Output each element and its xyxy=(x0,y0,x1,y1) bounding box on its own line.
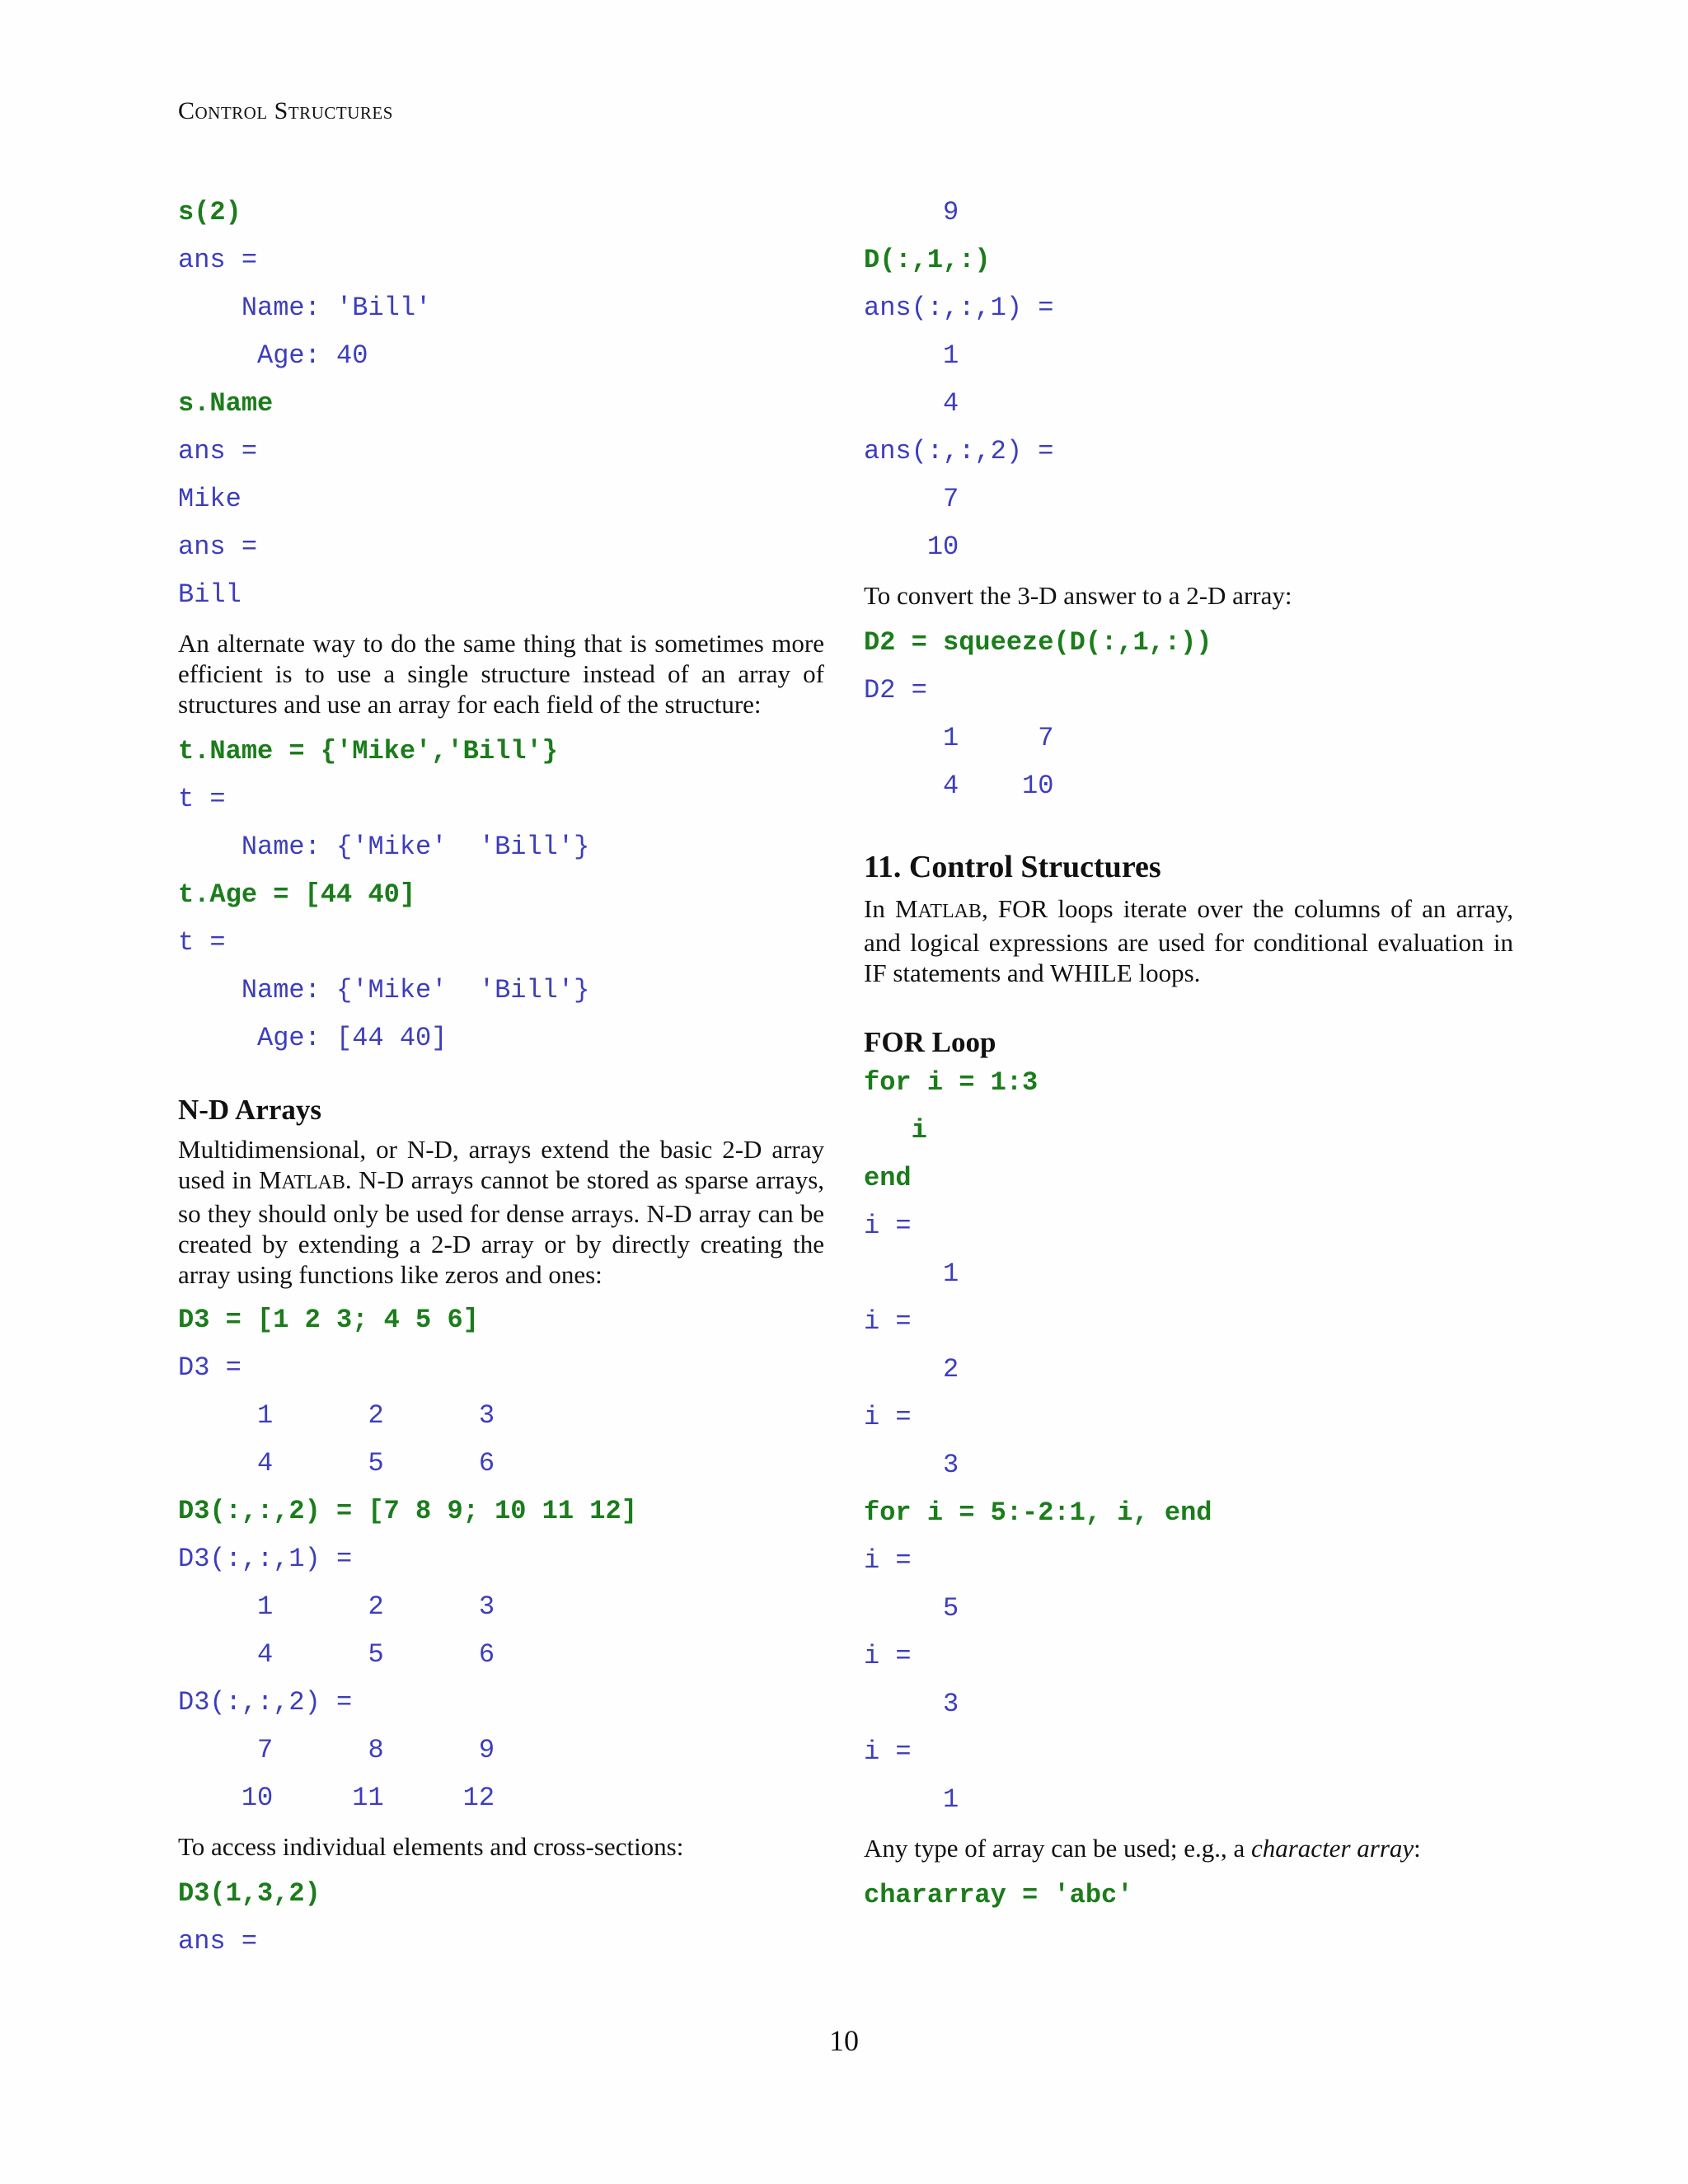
code-output: 9 xyxy=(864,197,959,227)
code-command: s.Name xyxy=(178,388,274,419)
code-output: 3 xyxy=(864,1450,959,1480)
code-output: ans(:,:,2) = xyxy=(864,436,1054,466)
code-output: 4 xyxy=(864,388,959,419)
code-output: 7 xyxy=(864,484,959,514)
code-output: i = xyxy=(864,1641,912,1671)
paragraph-control-structures: In MATLAB, FOR loops iterate over the columns of an array, and logical expressions are used for conditional evaluation in IF statements and WHILE loops. xyxy=(864,894,1513,987)
code-output: i = xyxy=(864,1736,912,1767)
code-output: Bill xyxy=(178,579,241,610)
code-output: Name: {'Mike' 'Bill'} xyxy=(178,832,590,862)
code-output: 7 8 9 xyxy=(178,1735,495,1765)
code-command: i xyxy=(864,1115,927,1146)
code-output: ans = xyxy=(178,532,258,562)
code-output: ans(:,:,1) = xyxy=(864,293,1054,323)
code-command: s(2) xyxy=(178,197,241,227)
code-output: Name: {'Mike' 'Bill'} xyxy=(178,975,590,1005)
code-output: t = xyxy=(178,927,226,958)
code-output: 1 2 3 xyxy=(178,1591,495,1622)
code-output: 2 xyxy=(864,1354,959,1385)
code-output: 1 xyxy=(864,340,959,371)
code-output: i = xyxy=(864,1211,912,1241)
code-output: D2 = xyxy=(864,675,927,705)
code-output: ans = xyxy=(178,245,258,275)
paragraph-convert-3d: To convert the 3-D answer to a 2-D array: xyxy=(864,581,1292,610)
code-output: ans = xyxy=(178,1926,258,1957)
code-output: 1 2 3 xyxy=(178,1400,495,1431)
code-command: D3(:,:,2) = [7 8 9; 10 11 12] xyxy=(178,1496,637,1526)
paragraph-any-type: Any type of array can be used; e.g., a character array: xyxy=(864,1834,1421,1863)
code-output: 4 5 6 xyxy=(178,1639,495,1670)
code-command: t.Age = [44 40] xyxy=(178,879,416,910)
code-output: 10 11 12 xyxy=(178,1783,495,1813)
code-command: D3 = [1 2 3; 4 5 6] xyxy=(178,1305,479,1335)
code-output: 3 xyxy=(864,1689,959,1719)
running-header: Control Structures xyxy=(178,97,393,124)
code-command: end xyxy=(864,1163,912,1193)
code-command: for i = 5:-2:1, i, end xyxy=(864,1497,1212,1528)
code-output: 10 xyxy=(864,532,959,562)
section-heading-nd-arrays: N-D Arrays xyxy=(178,1094,321,1126)
code-output: Mike xyxy=(178,484,241,514)
code-output: 1 xyxy=(864,1258,959,1289)
code-command: D3(1,3,2) xyxy=(178,1878,321,1909)
code-output: i = xyxy=(864,1402,912,1432)
code-output: i = xyxy=(864,1306,912,1337)
code-command: chararray = 'abc' xyxy=(864,1880,1133,1910)
code-command: D(:,1,:) xyxy=(864,245,991,275)
code-output: ans = xyxy=(178,436,258,466)
code-output: 4 10 xyxy=(864,771,1054,801)
code-output: t = xyxy=(178,784,226,814)
code-output: D3 = xyxy=(178,1352,241,1383)
code-output: 5 xyxy=(864,1593,959,1624)
paragraph-access-elements: To access individual elements and cross-sections: xyxy=(178,1832,684,1861)
code-command: D2 = squeeze(D(:,1,:)) xyxy=(864,627,1212,658)
code-output: Name: 'Bill' xyxy=(178,293,432,323)
section-heading-control-structures: 11. Control Structures xyxy=(864,850,1161,884)
code-output: Age: [44 40] xyxy=(178,1023,448,1053)
paragraph-nd-arrays: Multidimensional, or N-D, arrays extend the basic 2-D array used in MATLAB. N-D arrays cannot be stored as sparse arrays, so they should only be used for dense arrays. N-D array can be created by extending a 2-D array or by directly creating the array using functions like zeros and ones: xyxy=(178,1135,825,1289)
code-output: i = xyxy=(864,1545,912,1576)
code-output: 1 7 xyxy=(864,723,1054,753)
code-command: for i = 1:3 xyxy=(864,1067,1039,1098)
code-output: D3(:,:,2) = xyxy=(178,1687,353,1718)
code-output: D3(:,:,1) = xyxy=(178,1544,353,1574)
section-heading-for-loop: FOR Loop xyxy=(864,1026,996,1058)
paragraph-alternate-way: An alternate way to do the same thing that is sometimes more efficient is to use a single structure instead of an array of structures and use an array for each field of the structure: xyxy=(178,629,824,719)
code-output: Age: 40 xyxy=(178,340,368,371)
page-number: 10 xyxy=(829,2024,859,2057)
code-command: t.Name = {'Mike','Bill'} xyxy=(178,736,558,766)
code-output: 1 xyxy=(864,1784,959,1815)
code-output: 4 5 6 xyxy=(178,1448,495,1479)
